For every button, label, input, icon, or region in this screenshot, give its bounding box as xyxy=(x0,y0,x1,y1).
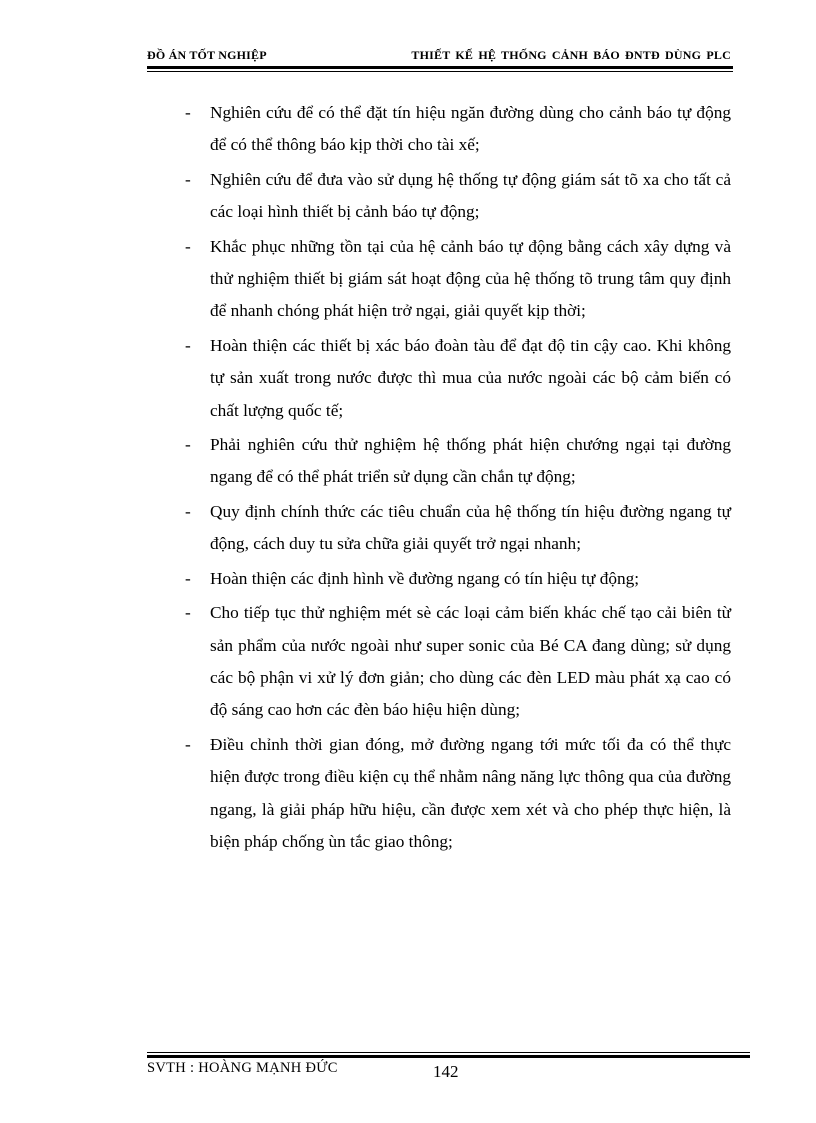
list-item xyxy=(185,597,731,727)
bullet-list xyxy=(185,97,731,858)
list-item xyxy=(185,563,731,595)
bullet-marker: - xyxy=(185,603,191,623)
header-project-title: THIẾT KẾ HỆ THỐNG CẢNH BÁO ĐNTĐ DÙNG PLC xyxy=(411,48,731,62)
list-item xyxy=(185,97,731,162)
bullet-marker: - xyxy=(185,734,191,754)
list-item-text: Phải nghiên cứu thử nghiệm hệ thống phát hiện chướng ngại tại đường ngang để có thể phát triển sử dụng cần chắn tự động; xyxy=(210,435,731,487)
page-number: 142 xyxy=(433,1062,459,1081)
bullet-marker: - xyxy=(185,435,191,455)
bullet-marker: - xyxy=(185,236,191,256)
list-item xyxy=(185,164,731,229)
header-rule-thin xyxy=(147,71,733,72)
bullet-marker: - xyxy=(185,169,191,189)
list-item-text: Nghiên cứu để có thể đặt tín hiệu ngăn đường dùng cho cảnh báo tự động để có thể thông báo kịp thời cho tài xế; xyxy=(210,103,731,155)
list-item-text: Nghiên cứu để đưa vào sử dụng hệ thống tự động giám sát tõ xa cho tất cả các loại hình thiết bị cảnh báo tự động; xyxy=(210,169,731,222)
list-item xyxy=(185,429,731,494)
bullet-marker: - xyxy=(185,501,191,521)
footer-rule-thin xyxy=(147,1052,750,1053)
header-rule-thick xyxy=(147,66,733,69)
bullet-marker: - xyxy=(185,335,191,355)
list-item-text: Hoàn thiện các định hình về đường ngang có tín hiệu tự động; xyxy=(210,568,640,588)
bullet-marker: - xyxy=(185,568,191,588)
list-item-text: Khắc phục những tồn tại của hệ cảnh báo tự động bằng cách xây dựng và thử nghiệm thiết bị giám sát hoạt động của hệ thống tõ trung tâm quy định để nhanh chóng phát hiện trở ngại, giải quyết kịp thời; xyxy=(210,236,731,321)
list-item xyxy=(185,496,731,561)
list-item xyxy=(185,330,731,427)
footer-author: SVTH : HOÀNG MẠNH ĐỨC xyxy=(147,1060,338,1076)
list-item xyxy=(185,729,731,859)
list-item-text: Hoàn thiện các thiết bị xác báo đoàn tàu để đạt độ tin cậy cao. Khi không tự sản xuất trong nước được thì mua của nước ngoài các bộ cảm biến có chất lượng quốc tế; xyxy=(210,335,731,420)
footer-rule-thick xyxy=(147,1055,750,1058)
header-thesis-label: ĐỒ ÁN TỐT NGHIỆP xyxy=(147,48,267,62)
bullet-marker: - xyxy=(185,103,191,122)
list-item-text: Quy định chính thức các tiêu chuẩn của hệ thống tín hiệu đường ngang tự động, cách duy tu sửa chữa giải quyết trở ngại nhanh; xyxy=(210,501,731,554)
list-item xyxy=(185,231,731,328)
list-item-text: Điều chỉnh thời gian đóng, mở đường ngang tới mức tối đa có thể thực hiện được trong điều kiện cụ thể nhằm nâng năng lực thông qua của đường ngang, là giải pháp hữu hiệu, cần được xem xét và cho phép thực hiện, là biện pháp chống ùn tắc giao thông; xyxy=(210,734,731,851)
list-item-text: Cho tiếp tục thử nghiệm mét sè các loại cảm biến khác chế tạo cải biên từ sản phẩm của nước ngoài như super sonic của Bé CA đang dùng; sử dụng các bộ phận vi xử lý đơn giản; cho dùng các đèn LED màu phát xạ cao có độ sáng cao hơn các đèn báo hiệu hiện dùng; xyxy=(210,603,731,720)
